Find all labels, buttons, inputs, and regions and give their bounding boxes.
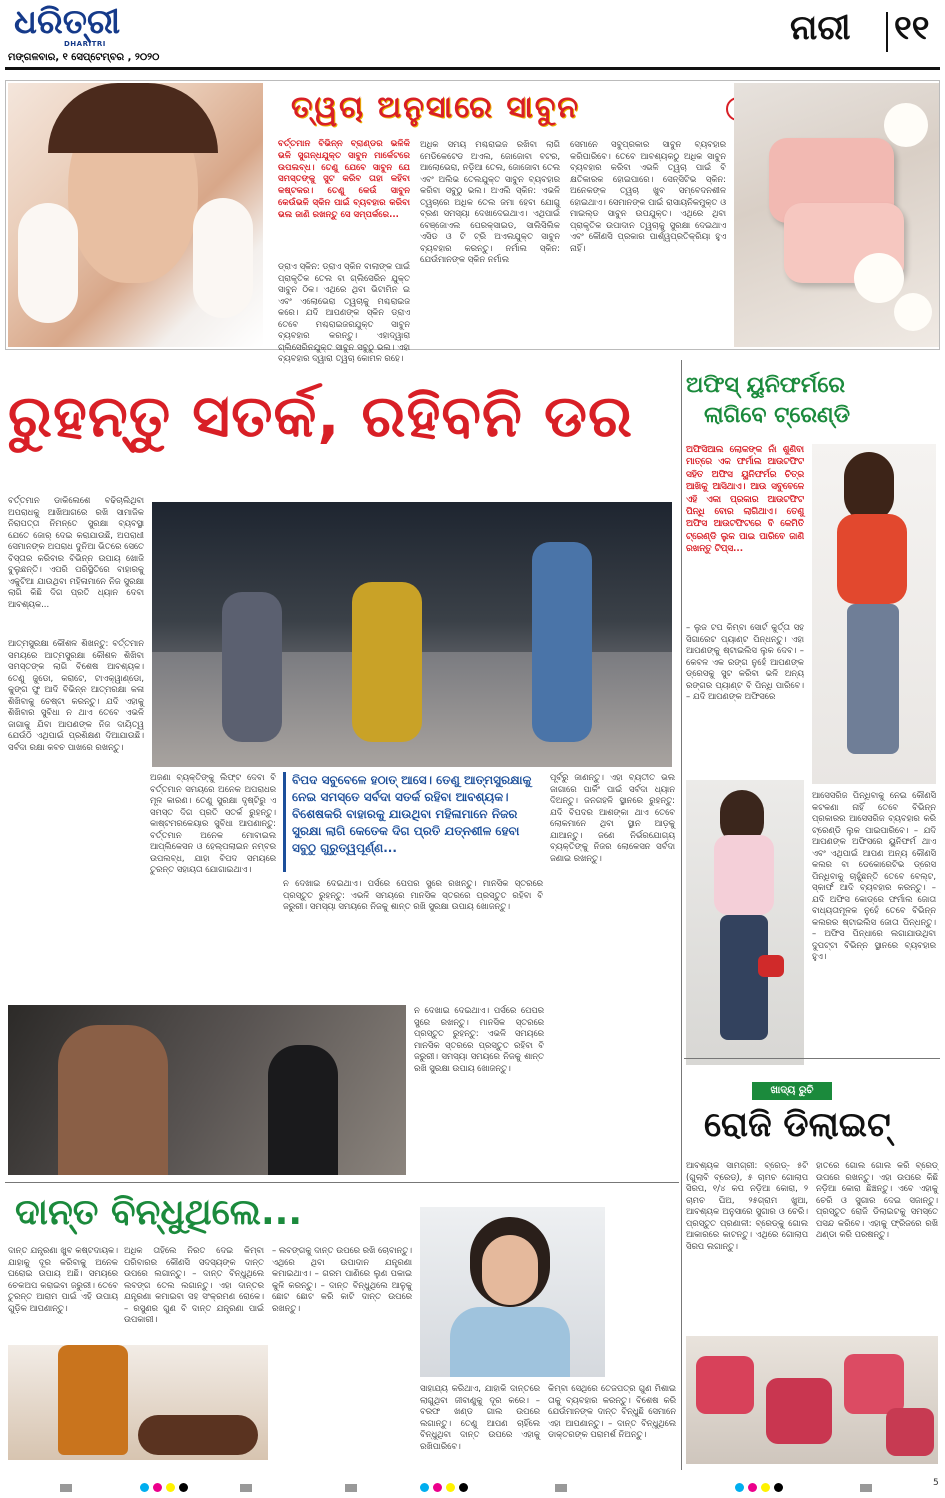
- yellow-dot: [761, 1483, 770, 1492]
- flower-small: [894, 293, 932, 331]
- section-name: ନାରୀ: [790, 8, 851, 48]
- soap-bars-photo: [734, 83, 939, 347]
- magenta-dot: [433, 1483, 442, 1492]
- clove-oil-photo: [8, 1345, 268, 1460]
- food-tag: ଖାଦ୍ୟ ରୁଚି: [752, 1082, 832, 1100]
- office-article: [684, 360, 940, 1060]
- hair-shape: [48, 83, 218, 153]
- black-dot: [459, 1483, 468, 1492]
- defender-figure: [352, 582, 422, 742]
- sweater-shape: [714, 835, 774, 915]
- food-title: ରୋଜି ଡିଲାଇଟ୍: [704, 1105, 891, 1145]
- face-shape: [482, 1235, 538, 1305]
- food-column-2: ହାତରେ ଗୋଲ ଗୋଲ କରି ବ୍ରେଡ୍ ଉପରେ ରଖନ୍ତୁ। ଏହା ଉପରେ କିଛି ନଡ଼ିଆ କୋରା ଛିଞ୍ଚନ୍ତୁ। ଏବେ ଏହାକୁ ଚେରି ଓ ସୁଗାର ଦେଇ ସଜାନ୍ତୁ। ପ୍ରସ୍ତୁତ ରୋଜି ଡିଲାଇଟକୁ ସମସ୍ତେ ପସନ୍ଦ କରିବେ। ଏହାକୁ ଫ୍ରିଜରେ ରଖି ଥଣ୍ଡା କରି ପରଷନ୍ତୁ।: [816, 1160, 938, 1239]
- black-dot: [179, 1483, 188, 1492]
- office-title-line-2: ଲାଗିବେ ଟ୍ରେଣ୍ଡି: [704, 403, 850, 428]
- safety-article: [0, 360, 680, 1180]
- logo-subtitle: DHARITRI: [64, 40, 106, 48]
- magenta-dot: [153, 1483, 162, 1492]
- safety-column-1: ଆତ୍ମସୁରକ୍ଷା କୌଶଳ ଶିଖନ୍ତୁ: ବର୍ତ୍ତମାନ ସମୟରେ ଆତ୍ମସୁରକ୍ଷା କୌଶଳ ଶିଖିବା ସମସ୍ତଙ୍କ ଲାଗି ବିଶେଷ ଆବଶ୍ୟକ। ତେଣୁ ଜୁଡୋ, କରାଟେ, ଟାଏକ୍ୱାଣ୍ଡୋ, କୁଙ୍ଗ ଫୁ ଆଦି ବିଭିନ୍ନ ଆତ୍ମରକ୍ଷା କଳା ଶିଖିବାକୁ ଚେଷ୍ଟା କରନ୍ତୁ। ଯଦି ଏହାକୁ ଶିଖିବାର ସୁବିଧା ନ ଥାଏ ତେବେ ଏଭଳି ଜାଗାକୁ ଯିବା ଆପଣଙ୍କ ନିଜ ଦାୟିତ୍ୱ ଯେଉଁଠି ଏଥିପାଇଁ ପ୍ରଶିକ୍ଷଣ ଦିଆଯାଉଛି। ସର୍ବଦା ରକ୍ଷା କବଚ ପାଖରେ ରଖନ୍ତୁ।: [8, 638, 144, 752]
- flower-top: [884, 103, 928, 147]
- yellow-dot: [166, 1483, 175, 1492]
- logo: [12, 0, 162, 50]
- soap-column-3: ସେମାନେ ସବୁପ୍ରକାର ସାବୁନ ବ୍ୟବହାର କରିପାରିବେ। ତେବେ ଆବଶ୍ୟକଠୁ ଅଧିକ ସାବୁନ ବ୍ୟବହାର କରିବା ଏଭଳି ତ୍ୱଚା ପାଇଁ ବି କ୍ଷତିକାରକ ହୋଇପାରେ। ସେନ୍ସିଟିଭ ସ୍କିନ: ଅନେକଙ୍କ ତ୍ୱଚା ଖୁବ ସମ୍ବେଦନଶୀଳ ହୋଇଥାଏ। ସେମାନଙ୍କ ପାଇଁ ରାସାୟନିକମୁକ୍ତ ଓ ମାଇଲ୍ଡ ସାବୁନ ଉପଯୁକ୍ତ। ଏଥିରେ ଥିବା ପ୍ରାକୃତିକ ଉପାଦାନ ତ୍ୱଚାକୁ ସୁରକ୍ଷା ଦେଇଥାଏ ଏବଂ କୌଣସି ପ୍ରକାର ପାର୍ଶ୍ୱପ୍ରତିକ୍ରିୟା ହୁଏ ନାହିଁ।: [570, 139, 726, 253]
- black-dot: [774, 1483, 783, 1492]
- woman-with-toothache-photo: [420, 1207, 605, 1377]
- safety-intro: ବର୍ତ୍ତମାନ ଡାକିଲେଶେ ବଢିଚାଲିଥିବା ଅପରାଧକୁ ଆଖିଆଗରେ ରଖି ସାମାଜିକ ନିରାପତ୍ତା ନିମନ୍ତେ ସୁରକ୍ଷା ବ୍ୟବସ୍ଥା ଯେତେ ଜୋର୍ ଦେଇ କରାଯାଉଛି, ଅପରାଧୀ ସେମାନଙ୍କ ଅପରାଧ ଦୁନିଆ ଭିତରେ ସେତେ ବିସ୍ତାର କରିବାର ବିଭିନ୍ନ ଉପାୟ ଖୋଜି ବୁଲୁଛନ୍ତି। ଏପରି ପରିସ୍ଥିତିରେ ବାହାରକୁ ଏକୁଟିଆ ଯାଉଥିବା ମହିଳାମାନେ ନିଜ ସୁରକ୍ଷା ଲାଗି କିଛି ଦିଗ ପ୍ରତି ଧ୍ୟାନ ଦେବା ଆବଶ୍ୟକ...: [8, 495, 144, 609]
- safety-column-2: ଅଜଣା ବ୍ୟକ୍ତିଙ୍କୁ ଲିଫ୍ଟ ଦେବା ବି ବର୍ତ୍ତମାନ ସମୟରେ ଅନେକ ଅପରାଧର ମୂଳ କାରଣ। ତେଣୁ ସୁରକ୍ଷା ଦୃଷ୍ଟିରୁ ଏ ସମସ୍ତ ଦିଗ ପ୍ରତି ସତର୍କ ରୁହନ୍ତୁ। କାଷ୍ଟମରକେୟାର ସୁବିଧା ଆପଣାନ୍ତୁ: ବର୍ତ୍ତମାନ ଅନେକ ମୋବାଇଲ ଆପ୍ଲିକେସନ ଓ ହେଲ୍ପଲାଇନ ନମ୍ବର ଉପଲବ୍ଧ, ଯାହା ବିପଦ ସମୟରେ ତୁରନ୍ତ ସହାୟତା ଯୋଗାଇଥାଏ।: [150, 772, 276, 874]
- woman-in-pink-sweater-photo: [686, 780, 804, 1065]
- foam-shape-right: [193, 198, 253, 318]
- soap-title: ତ୍ୱଚା ଅନୁସାରେ ସାବୁନ: [291, 90, 580, 125]
- teeth-column-1: ଦାନ୍ତ ଯନ୍ତ୍ରଣା ଖୁବ କଷ୍ଟଦାୟକ। ଯାହାକୁ ଦୂର କରିବାକୁ ଅନେକ ଘରୋଇ ଉପାୟ ଅଛି। ସମୟରେ ଚେକଅପ କରାଇବା ଜରୁରୀ। ତେବେ ତୁରନ୍ତ ଆରାମ ପାଇଁ ଏହି ଉପାୟ ଗୁଡ଼ିକ ଆପଣାନ୍ତୁ।: [8, 1245, 118, 1313]
- page-number: ୧୧: [894, 8, 930, 48]
- rosy-delight-photo: [686, 1336, 938, 1464]
- sweet-piece: [886, 1408, 934, 1456]
- sweet-piece: [696, 1356, 754, 1414]
- red-handbag: [758, 955, 784, 977]
- masthead-rule: [5, 67, 940, 70]
- cyan-dot: [420, 1483, 429, 1492]
- sweet-piece: [766, 1378, 832, 1444]
- office-intro: ଅଫିସିଆଲ ଲୋକଙ୍କ ନାଁ ଶୁଣିବା ମାତ୍ରେ ଏକ ଫର୍ମାଲ ଆଉଟଫିଟ ସହିତ ଅଫିସ ୟୁନିଫର୍ମର ଚିତ୍ର ଆଖିକୁ ଆସିଥାଏ। ଆଉ ସବୁବେଳେ ଏହି ଏକା ପ୍ରକାର ଆଉଟଫିଟ ପିନ୍ଧି ବୋର ଲାଗିଥାଏ। ତେଣୁ ଅଫିସ ଆଉଟଫିଟରେ ବି କେମିତି ଟ୍ରେଣ୍ଡି ଲୁକ ପାଇ ପାରିବେ ଜାଣି ରଖନ୍ତୁ ଟିପ୍ସ...: [686, 445, 804, 555]
- self-defense-photo: [152, 502, 672, 767]
- teeth-article: [0, 1185, 680, 1470]
- safety-column-5: ନ ଦେଖାଇ ଦେଇଥାଏ। ପର୍ସରେ ପେପର ସ୍ପ୍ରେ ରଖନ୍ତୁ। ମାନସିକ ସ୍ତରରେ ପ୍ରସ୍ତୁତ ରୁହନ୍ତୁ: ଏଭଳି ସମୟରେ ମାନସିକ ସ୍ତରରେ ପ୍ରସ୍ତୁତ ରହିବା ବି ଜରୁରୀ। ସମସ୍ୟା ସମୟରେ ନିଜକୁ ଶାନ୍ତ ରଖି ସୁରକ୍ଷା ଉପାୟ ଖୋଜନ୍ତୁ।: [414, 1005, 544, 1073]
- oil-bottle: [58, 1345, 128, 1455]
- soap-intro: ବର୍ତ୍ତମାନ ବିଭିନ୍ନ ବ୍ରାଣ୍ଡର ଭଳିକି ଭଳି ସୁଗନ୍ଧଯୁକ୍ତ ସାବୁନ ମାର୍କେଟରେ ଉପଲବ୍ଧ। ତେଣୁ ଯେବେ ସାବୁନ ଯେ ସମସ୍ତଙ୍କୁ ସୁଟ କରିବ ତାହା କହିବା କଷ୍ଟକର। ତେଣୁ କେଉଁ ସାବୁନ କେଉଁଭଳି ସ୍କିନ ପାଇଁ ବ୍ୟବହାର କରିବା ଭଲ ଜାଣି ରଖନ୍ତୁ ସେ ସମ୍ପର୍କରେ...: [278, 139, 410, 220]
- attacker-figure: [222, 592, 282, 742]
- yellow-dot: [446, 1483, 455, 1492]
- gray-block: [860, 1484, 872, 1492]
- shirt-shape: [450, 1307, 570, 1377]
- office-title-line-1: ଅଫିସ୍ ୟୁନିଫର୍ମରେ: [686, 373, 846, 398]
- hair-shape: [844, 452, 894, 522]
- teeth-column-3: – ଲବଙ୍ଗକୁ ଦାନ୍ତ ଉପରେ ରଖି ଚୋବାନ୍ତୁ। ଏଥିରେ ଥିବା ଉପାଦାନ ଯନ୍ତ୍ରଣା କମାଇଥାଏ। – ଗରମ ପାଣିରେ ଲୁଣ ପକାଇ କୁଳି କରନ୍ତୁ। – ଦାନ୍ତ ବିନ୍ଧୁଥିଲେ ଆଳୁକୁ ଛୋଟ ଛୋଟ କରି କାଟି ଦାନ୍ତ ଉପରେ ରଖନ୍ତୁ।: [272, 1245, 412, 1313]
- soap-column-1: ଡ୍ରାଏ ସ୍କିନ: ଡ୍ରାଏ ସ୍କିନ ବାଲାଙ୍କ ପାଇଁ ପ୍ରାକୃତିକ ତେଲ ବା ଗ୍ଲିସେରିନ ଯୁକ୍ତ ସାବୁନ ଠିକ। ଏଥିରେ ଥିବା ଭିଟାମିନ ଇ ଏବଂ ଏଲୋଭେରା ତ୍ୱଚାକୁ ମଶ୍ଚରାଇଜ କରେ। ଯଦି ଆପଣଙ୍କ ସ୍କିନ ଡ୍ରାଏ ତେବେ ମଶ୍ଚରାଇଜରଯୁକ୍ତ ସାବୁନ ବ୍ୟବହାର କରନ୍ତୁ। ଏହାଦ୍ୱାରା ଗ୍ଲିସେରିନଯୁକ୍ତ ସାବୁନ ସବୁଠୁ ଭଲ। ଏହା ବ୍ୟବହାର ଦ୍ୱାରା ତ୍ୱଚା କୋମଳ ରହେ।: [278, 261, 410, 363]
- cyan-dot: [735, 1483, 744, 1492]
- bystander-figure: [532, 542, 592, 742]
- vertical-divider: [681, 360, 682, 1470]
- food-column-1: ଆବଶ୍ୟକ ସାମଗ୍ରୀ: ବ୍ରେଡ୍- ୫ଟି (ଗୁଲାବି ବ୍ରେଡ୍), ୫ ଚାମଚ ଗୋଲାପ ସିରପ, ୧/୪ କପ ନଡ଼ିଆ କୋରା, ୨ ଚାମଚ ଘିଅ, ୨୫ଗ୍ରାମ ଖୁଆ, ଆବଶ୍ୟକ ଅନୁସାରେ ସୁଗାର ଓ ଚେରି। ପ୍ରସ୍ତୁତ ପ୍ରଣାଳୀ: ବ୍ରେଡ୍କୁ ଗୋଲ ଆକାରରେ କାଟନ୍ତୁ। ଏଥିରେ ଗୋଲାପ ସିରପ ଲଗାନ୍ତୁ।: [686, 1160, 808, 1251]
- teeth-column-5: କିମ୍ବା ସେଥିରେ ତେଜପତ୍ର ଗୁଣ ମିଶାଇ ତାକୁ ବ୍ୟବହାର କରନ୍ତୁ। ବିଶେଷ କରି ଯେଉଁମାନଙ୍କ ଦାନ୍ତ ବିନ୍ଧୁଛି ସେମାନେ ଏହା ଆପଣାନ୍ତୁ। – ଦାନ୍ତ ବିନ୍ଧୁଥିଲେ ଡାକ୍ତରଙ୍କ ପରାମର୍ଶ ନିଅନ୍ତୁ।: [548, 1383, 676, 1439]
- soap-column-2: ଅଧିକ ସମୟ ମଶ୍ଚରାଇଜ ରଖିବା ଲାଗି ମେଡିକେଟେଡ ଅଏଲ, ଜୋଜୋବା ବଟର, ଆଲୋଭେରା, ନଡ଼ିଆ ତେଲ, ଜୋଜୋବା ତେଲ ଏବଂ ଅଲିଭ ତେଲଯୁକ୍ତ ସାବୁନ ବ୍ୟବହାର କରିବା ସବୁଠୁ ଭଲ। ଅଏଲି ସ୍କିନ: ଏଭଳି ତ୍ୱଚାରେ ଅଧିକ ତେଲ ଜମା ହେବା ଯୋଗୁ ବ୍ରଣ ସମସ୍ୟା ଦେଖାଦେଇଥାଏ। ଏଥିପାଇଁ ବେଞ୍ଜୋଏଲ ପେରକ୍ସାଇଡ, ସାଲିସିଲିକ ଏସିଡ ଓ ଟି ଟ୍ରି ଅଏଲଯୁକ୍ତ ସାବୁନ ବ୍ୟବହାର କରନ୍ତୁ। ନର୍ମାଲ ସ୍କିନ: ଯେଉଁମାନଙ୍କ ସ୍କିନ ନର୍ମାଲ: [420, 139, 560, 264]
- office-body-2: ଆସେସରିଜ ପିନ୍ଧିବାକୁ ନେଇ କୌଣସି କଟକଣା ନାହିଁ ତେବେ ବିଭିନ୍ନ ପ୍ରକାରର ଆସେସରିଜ ବ୍ୟବହାର କରି ଟ୍ରେଣ୍ଡି ଲୁକ ପାଇପାରିବେ। – ଯଦି ଆପଣଙ୍କ ଅଫିସରେ ୟୁନିଫର୍ମ ଥାଏ ଏବଂ ଏଥିପାଇଁ ଆପଣ ଅନ୍ୟ କୌଣସି କଲର ବା ଡେକୋରେଟିଭ ଡ୍ରେସ ପିନ୍ଧିବାକୁ ଚାହୁଁଛନ୍ତି ତେବେ ବେଲ୍ଟ, ସ୍କାର୍ଫ ଆଦି ବ୍ୟବହାର କରନ୍ତୁ। – ଯଦି ଅଫିସ କୋଡ୍ରେ ଫର୍ମାଲ ଜୋତା ବାଧ୍ୟତାମୂଳକ ନୁହେଁ ତେବେ ବିଭିନ୍ନ କଲରର ଷ୍ଟାଇଲିସ ଜୋତା ପିନ୍ଧନ୍ତୁ। – ଅଫିସ ପିନ୍ଧାରେ ଲଗାଯାଉଥିବା ଦୁପଟ୍ଟା ବିଭିନ୍ନ ସ୍ଥାନରେ ବ୍ୟବହାର ହୁଏ।: [812, 790, 936, 961]
- magenta-dot: [748, 1483, 757, 1492]
- pull-quote-box: [283, 772, 543, 872]
- foam-shape: [18, 203, 78, 323]
- horizontal-divider: [5, 1182, 679, 1183]
- cloves: [138, 1415, 258, 1455]
- pull-quote: ବିପଦ ସବୁବେଳେ ହଠାତ୍ ଆସେ। ତେଣୁ ଆତ୍ମସୁରକ୍ଷାକୁ ନେଇ ସମସ୍ତେ ସର୍ବଦା ସତର୍କ ରହିବା ଆବଶ୍ୟକ। ବିଶେଷକରି ବାହାରକୁ ଯାଉଥିବା ମହିଳାମାନେ ନିଜର ସୁରକ୍ଷା ଲାଗି କେତେକ ଦିଗ ପ୍ରତି ଯତ୍ନଶୀଳ ହେବା ସବୁଠୁ ଗୁରୁତ୍ୱପୂର୍ଣ୍ଣ...: [292, 773, 532, 855]
- print-registration-bar: [0, 1478, 945, 1498]
- page-code: 5: [933, 1478, 939, 1488]
- woman-in-parking-photo: [8, 1005, 406, 1175]
- woman-washing-face-photo: [8, 83, 263, 347]
- woman-in-red-blouse-photo: [812, 444, 936, 784]
- teeth-column-2: ଅଧିକ ତାହିଲେ ନିରତ ଦେଇ କିମ୍ବା ପରିବାରର କୌଣସି ସଦସ୍ୟଙ୍କ ଦାନ୍ତ ଉପରେ ଲଗାନ୍ତୁ। – ଦାନ୍ତ ବିନ୍ଧୁଥିଲେ ଲବଙ୍ଗ ତେଲ ଲଗାନ୍ତୁ। ଏହା ଦାନ୍ତର ଯନ୍ତ୍ରଣା କମାଇବା ସହ ସଂକ୍ରମଣ ରୋକେ। – ରସୁଣର ଗୁଣ ବି ଦାନ୍ତ ଯନ୍ତ୍ରଣା ପାଇଁ ଉପକାରୀ।: [124, 1245, 264, 1324]
- gray-block: [240, 1484, 252, 1492]
- blouse-shape: [837, 514, 907, 604]
- safety-column-3: ନ ଦେଖାଇ ଦେଇଥାଏ। ପର୍ସରେ ପେପର ସ୍ପ୍ରେ ରଖନ୍ତୁ। ମାନସିକ ସ୍ତରରେ ପ୍ରସ୍ତୁତ ରୁହନ୍ତୁ: ଏଭଳି ସମୟରେ ମାନସିକ ସ୍ତରରେ ପ୍ରସ୍ତୁତ ରହିବା ବି ଜରୁରୀ। ସମସ୍ୟା ସମୟରେ ନିଜକୁ ଶାନ୍ତ ରଖି ସୁରକ୍ଷା ଉପାୟ ଖୋଜନ୍ତୁ।: [283, 878, 543, 911]
- soap-article: [5, 80, 940, 363]
- office-body-1: – ଲୁଜ ଟପ କିମ୍ବା ସୋର୍ଟ କୁର୍ତ୍ତା ସହ ସିଗାରେଟ ପ୍ୟାଣ୍ଟ ପିନ୍ଧନ୍ତୁ। ଏହା ଆପଣଙ୍କୁ ଷ୍ଟାଇଲିସ ଲୁକ ଦେବ। – କେବଳ ଏକ ରଙ୍ଗ ନୁହେଁ ଆପଣଙ୍କ ଡ୍ରେସକୁ ସୁଟ କରିବା ଭଳି ଅନ୍ୟ ରଙ୍ଗର ପ୍ୟାଣ୍ଟ ବି ପିନ୍ଧି ପାରିବେ। – ଯଦି ଆପଣଙ୍କ ଅଫିସରେ: [686, 622, 804, 701]
- flower: [854, 253, 904, 303]
- food-article: [684, 1060, 940, 1470]
- woman-figure: [58, 1025, 168, 1175]
- hooded-figure: [268, 1045, 338, 1175]
- logo-text: ଧରିତ୍ରୀ: [14, 2, 121, 42]
- section-divider: [886, 12, 888, 52]
- trousers-shape: [847, 604, 899, 754]
- cyan-dot: [140, 1483, 149, 1492]
- gray-block: [555, 1484, 567, 1492]
- safety-title: ରୁହନ୍ତୁ ସତର୍କ, ରହିବନି ଡର: [8, 382, 633, 450]
- trousers-shape: [720, 915, 768, 1040]
- safety-column-4: ପୂର୍ବରୁ ଜାଣନ୍ତୁ। ଏହା ବ୍ୟତୀତ ଭଲ ଜାଗାରେ ପାର୍କିଂ ପାଇଁ ସର୍ବଦା ଧ୍ୟାନ ଦିଅନ୍ତୁ। ଜନଗହଳି ସ୍ଥାନରେ ରୁହନ୍ତୁ: ଯଦି ବିପଦର ଆଶଙ୍କା ଥାଏ ତେବେ ଲୋକମାନେ ଥିବା ସ୍ଥାନ ଆଡ଼କୁ ଯାଆନ୍ତୁ। ଜଣେ ନିର୍ଭରଯୋଗ୍ୟ ବ୍ୟକ୍ତିଙ୍କୁ ନିଜର ଲୋକେସନ ସର୍ବଦା ଜଣାଇ ରଖନ୍ତୁ।: [550, 772, 675, 863]
- masthead: [0, 0, 945, 80]
- horizontal-divider-right: [684, 1058, 940, 1059]
- issue-date: ମଙ୍ଗଳବାର, ୧ ସେପ୍ଟେମ୍ବର , ୨୦୨୦: [8, 52, 160, 63]
- teeth-title: ଦାନ୍ତ ବିନ୍ଧୁଥିଲେ...: [15, 1192, 303, 1233]
- gray-block: [345, 1484, 357, 1492]
- gray-block: [60, 1484, 72, 1492]
- teeth-column-4: ସାହାଯ୍ୟ କରିଥାଏ, ଯାହାକି ଦାନ୍ତରେ ଲାଗୁଥିବା ଜୀବାଣୁକୁ ଦୂର କରେ। – ବରଫ ଖଣ୍ଡ ଗାଲ ଉପରେ ଲଗାନ୍ତୁ। ତେଣୁ ଆପଣ ଚାହିଁଲେ ବିନ୍ଧୁଥିବା ଦାନ୍ତ ଉପରେ ଏହାକୁ ରଖିପାରିବେ।: [420, 1383, 540, 1451]
- sweet-piece: [844, 1354, 904, 1414]
